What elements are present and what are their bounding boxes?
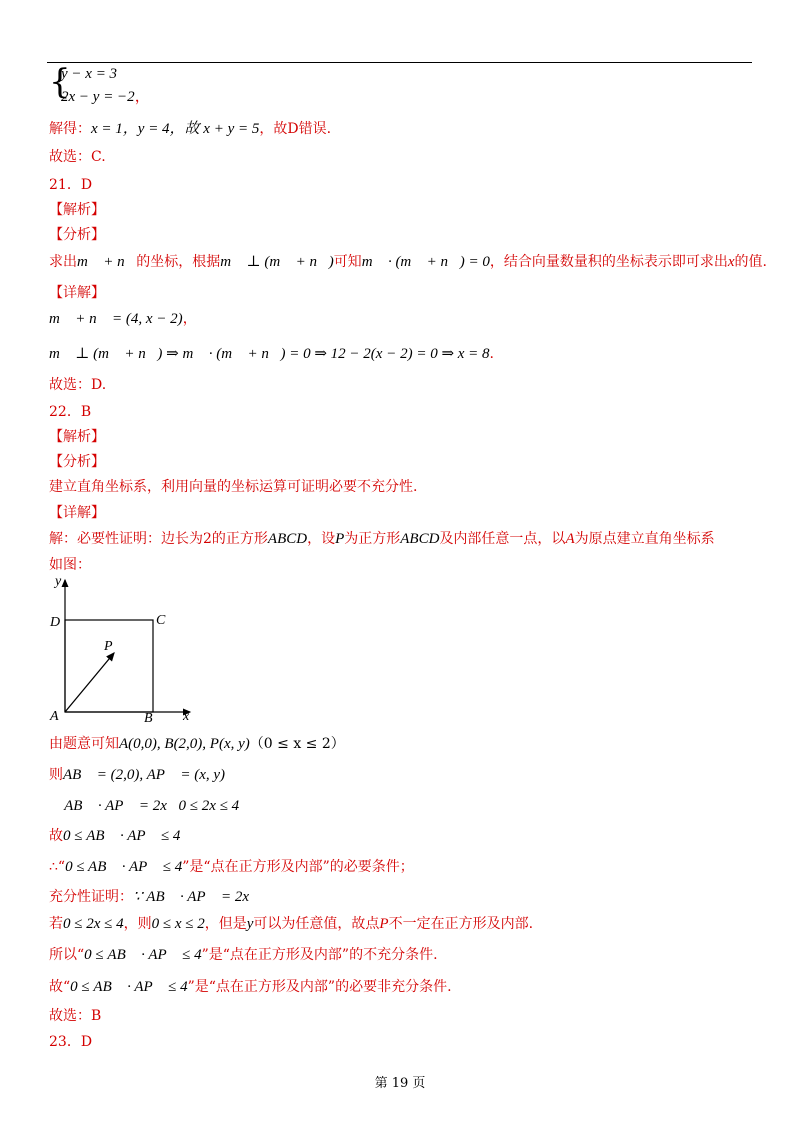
q22-line-8: 所以“0 ≤ AB⃗ · AP⃗ ≤ 4”是“点在正方形及内部”的不充分条件. xyxy=(49,947,438,963)
square-abcd xyxy=(65,620,153,712)
q22-detail-tag: 【详解】 xyxy=(49,505,105,521)
q23-number: 23．D xyxy=(49,1034,93,1050)
label-p: P xyxy=(104,639,113,654)
label-d: D xyxy=(50,615,61,630)
q21-detail-tag: 【详解】 xyxy=(49,285,105,301)
label-x: x xyxy=(183,709,190,724)
q20-solution: 解得：x = 1，y = 4，故 x + y = 5，故D错误. xyxy=(49,121,332,137)
q21-fenxi: 求出m⃗ + n⃗的坐标，根据m⃗ ⊥ (m⃗ + n⃗)可知m⃗ · (m⃗ + n⃗) = 0，结合向量数量积的坐标表示即可求出x的值. xyxy=(49,254,767,270)
q22-number: 22．B xyxy=(49,404,92,420)
q22-line-4: 故0 ≤ AB⃗ · AP⃗ ≤ 4 xyxy=(49,828,181,844)
q22-paragraph-1-cont: 如图： xyxy=(49,557,91,573)
q22-line-9: 故“0 ≤ AB⃗ · AP⃗ ≤ 4”是“点在正方形及内部”的必要非充分条件. xyxy=(49,979,452,995)
q20-choice: 故选：C. xyxy=(49,149,106,165)
header-rule xyxy=(47,62,752,63)
page-number: 第 19 页 xyxy=(374,1076,426,1091)
q21-number: 21．D xyxy=(49,177,93,193)
brace-symbol: { xyxy=(49,62,71,102)
label-a: A xyxy=(50,709,59,724)
q21-analysis-tag: 【解析】 xyxy=(49,202,105,218)
q22-fenxi: 建立直角坐标系，利用向量的坐标运算可证明必要不充分性. xyxy=(49,479,418,495)
q22-paragraph-1: 解：必要性证明：边长为2的正方形ABCD，设P为正方形ABCD及内部任意一点，以A为原点建立直角坐标系 xyxy=(49,531,715,547)
equation-system xyxy=(49,64,169,104)
q22-line-7: 若0 ≤ 2x ≤ 4，则0 ≤ x ≤ 2，但是y可以为任意值，故点P不一定在正方形及内部. xyxy=(49,916,534,932)
q21-step-2: m⃗ ⊥ (m⃗ + n⃗) ⇒ m⃗ · (m⃗ + n⃗) = 0 ⇒ 12 − 2(x − 2) = 0 ⇒ x = 8. xyxy=(49,346,494,362)
q22-fenxi-tag: 【分析】 xyxy=(49,454,105,470)
q22-line-1: 由题意可知A(0,0), B(2,0), P(x, y)（0 ≤ x ≤ 2） xyxy=(49,736,345,752)
q22-line-2: 则AB⃗ = (2,0), AP⃗ = (x, y) xyxy=(49,767,226,783)
q22-line-3: ∴ AB⃗ · AP⃗ = 2x，0 ≤ 2x ≤ 4 xyxy=(49,798,240,814)
q21-fenxi-tag: 【分析】 xyxy=(49,227,105,243)
label-b: B xyxy=(144,711,153,726)
q22-choice: 故选：B xyxy=(49,1008,102,1024)
vector-ap xyxy=(65,653,114,712)
coordinate-figure xyxy=(40,572,210,732)
q22-line-5: ∴“0 ≤ AB⃗ · AP⃗ ≤ 4”是“点在正方形及内部”的必要条件； xyxy=(49,859,414,875)
q22-analysis-tag: 【解析】 xyxy=(49,429,105,445)
label-c: C xyxy=(156,613,166,628)
q21-step-1: m⃗ + n⃗ = (4, x − 2)， xyxy=(49,311,197,327)
q22-line-6: 充分性证明：∵ AB⃗ · AP⃗ = 2x xyxy=(49,889,250,905)
label-y: y xyxy=(55,574,62,589)
equation-2: 2x − y = −2， xyxy=(61,89,150,105)
q21-choice: 故选：D. xyxy=(49,377,107,393)
equation-1: y − x = 3 xyxy=(61,66,118,82)
